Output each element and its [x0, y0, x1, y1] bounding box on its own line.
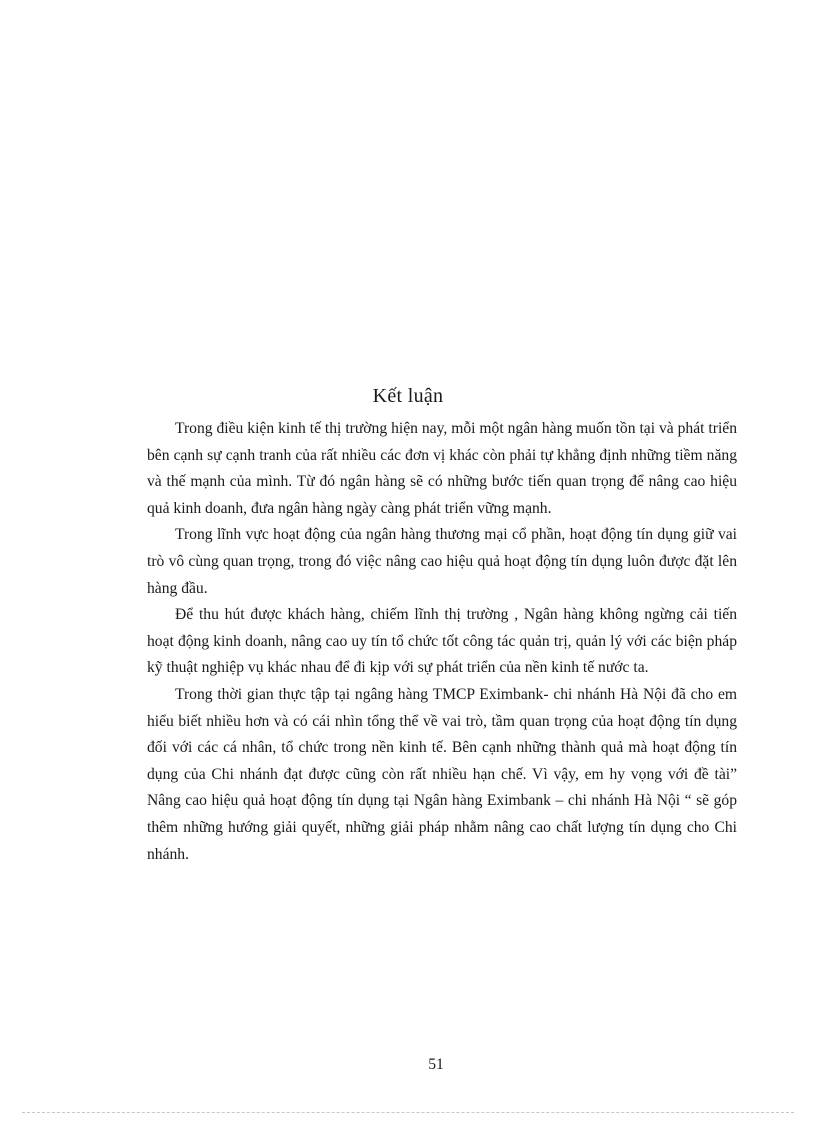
paragraph: Trong lĩnh vực hoạt động của ngân hàng thương mại cổ phần, hoạt động tín dụng giữ vai trò vô cùng quan trọng, trong đó việc nâng cao hiệu quả hoạt động tín dụng luôn được đặt lên hàng đầu.: [147, 526, 737, 597]
body-text: [147, 416, 737, 868]
paragraph: Để thu hút được khách hàng, chiếm lĩnh thị trường , Ngân hàng không ngừng cải tiến hoạt động kinh doanh, nâng cao uy tín tổ chức tốt công tác quản trị, quản lý với các biện pháp kỹ thuật nghiệp vụ khác nhau để đi kịp với sự phát triển của nền kinh tế nước ta.: [147, 606, 737, 677]
footer-divider: [22, 1112, 794, 1113]
page-number: 51: [428, 1056, 444, 1073]
paragraph: Trong thời gian thực tập tại ngâng hàng TMCP Eximbank- chi nhánh Hà Nội đã cho em hiểu biết nhiều hơn và có cái nhìn tổng thể về vai trò, tầm quan trọng của hoạt động tín dụng đối với các cá nhân, tổ chức trong nền kinh tế. Bên cạnh những thành quả mà hoạt động tín dụng của Chi nhánh đạt được cũng còn rất nhiều hạn chế. Vì vậy, em hy vọng với đề tài” Nâng cao hiệu quả hoạt động tín dụng tại Ngân hàng Eximbank – chi nhánh Hà Nội “ sẽ góp thêm những hướng giải quyết, những giải pháp nhằm nâng cao chất lượng tín dụng cho Chi nhánh.: [147, 685, 737, 863]
paragraph: Trong điều kiện kinh tế thị trường hiện nay, mỗi một ngân hàng muốn tồn tại và phát triển bên cạnh sự cạnh tranh của rất nhiều các đơn vị khác còn phải tự khẳng định những tiềm năng và thế mạnh của mình. Từ đó ngân hàng sẽ có những bước tiến quan trọng để nâng cao hiệu quả kinh doanh, đưa ngân hàng ngày càng phát triển vững mạnh.: [147, 420, 737, 517]
section-title: Kết luận: [372, 385, 444, 407]
